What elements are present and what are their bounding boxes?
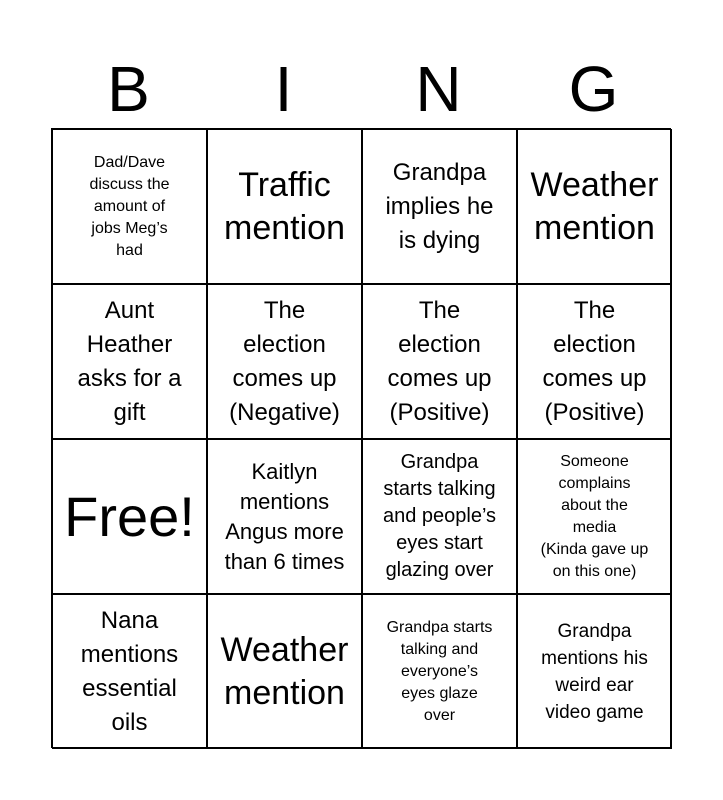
bingo-cell-r2c1[interactable] <box>52 284 207 439</box>
bingo-cell-r1c1[interactable] <box>52 129 207 284</box>
cell-text: Traffic mention <box>224 165 345 247</box>
bingo-cell-r4c1[interactable] <box>52 594 207 749</box>
bingo-cell-r4c4[interactable] <box>517 594 672 749</box>
bingo-cell-r4c3[interactable] <box>362 594 517 749</box>
cell-text: Someone complains about the media (Kinda gave up on this one) <box>540 452 649 580</box>
header-letter-b: B <box>107 53 150 125</box>
bingo-cell-r2c3[interactable] <box>362 284 517 439</box>
bingo-header <box>51 50 671 128</box>
cell-text: Free! <box>64 484 195 548</box>
cell-text: Nana mentions essential oils <box>80 606 179 736</box>
bingo-cell-r1c2[interactable] <box>207 129 362 284</box>
bingo-cell-r3c4[interactable] <box>517 439 672 594</box>
bingo-cell-r1c3[interactable] <box>362 129 517 284</box>
bingo-cell-r3c2[interactable] <box>207 439 362 594</box>
cell-text: Grandpa starts talking and everyone’s eyes glaze over <box>386 618 493 724</box>
bingo-cell-r3c3[interactable] <box>362 439 517 594</box>
cell-text: Aunt Heather asks for a gift <box>77 296 182 426</box>
cell-text: The election comes up (Negative) <box>229 296 340 426</box>
cell-text: Kaitlyn mentions Angus more than 6 times <box>224 458 345 574</box>
bingo-cell-free[interactable] <box>52 439 207 594</box>
cell-text: The election comes up (Positive) <box>387 296 492 426</box>
bingo-card-grid <box>51 128 671 748</box>
cell-text: The election comes up (Positive) <box>542 296 647 426</box>
bingo-cell-r4c2[interactable] <box>207 594 362 749</box>
cell-text: Grandpa implies he is dying <box>385 158 494 254</box>
cell-text: Weather mention <box>530 165 659 247</box>
cell-text: Grandpa starts talking and people’s eyes start glazing over <box>382 451 497 581</box>
bingo-cell-r2c4[interactable] <box>517 284 672 439</box>
cell-text: Grandpa mentions his weird ear video game <box>541 620 648 723</box>
header-letter-n: N <box>415 53 462 125</box>
header-letter-g: G <box>568 53 619 125</box>
bingo-cell-r2c2[interactable] <box>207 284 362 439</box>
cell-text: Weather mention <box>220 630 349 712</box>
bingo-cell-r1c4[interactable] <box>517 129 672 284</box>
header-letter-i: I <box>274 53 293 125</box>
cell-text: Dad/Dave discuss the amount of jobs Meg’s had <box>89 153 170 259</box>
